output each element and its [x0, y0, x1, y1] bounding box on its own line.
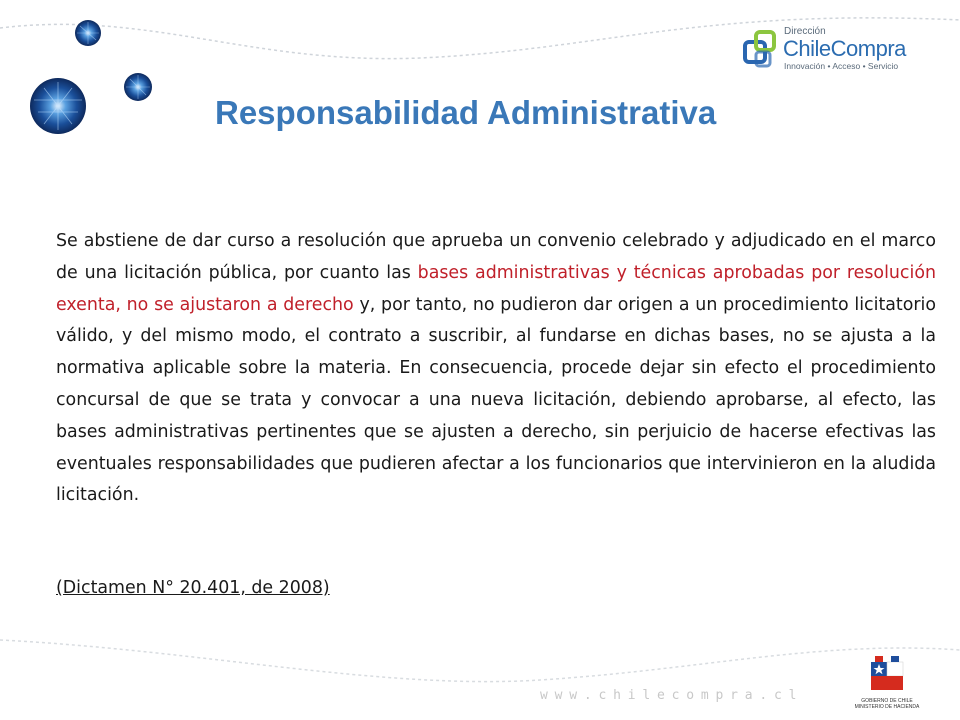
logo-name: ChileCompra — [783, 36, 906, 61]
body-text-part2: y, por tanto, no pudieron dar origen a un procedimiento licitatorio válido, y del mismo modo, el contrato a suscribir, al fundarse en dichas bases, no se ajusta a la normativa aplicable sobre la materia. En consecuencia, procede dejar sin efecto el procedimiento concursal de que se trata y convocar a una nueva licitación, debiendo aprobarse, al efecto, las bases administrativas pertinentes que se ajusten a derecho, sin perjuicio de hacerse efectivas las eventuales responsabilidades que pudieren afectar a los funcionarios que intervinieron en la aludida licitación. — [56, 294, 937, 506]
gobierno-de-chile-logo — [852, 654, 922, 718]
chilecompra-logo — [742, 26, 922, 76]
footer-url: www.chilecompra.cl — [540, 688, 804, 703]
citation-link[interactable]: (Dictamen N° 20.401, de 2008) — [56, 578, 330, 598]
tunnel-photo-large — [30, 78, 86, 134]
chile-star-emblem-icon — [869, 654, 905, 694]
chilecompra-squares-icon — [742, 28, 782, 74]
tunnel-photo-small-right — [124, 73, 152, 101]
logo-tagline: Innovación • Acceso • Servicio — [784, 61, 899, 71]
gov-line-1: GOBIERNO DE CHILE — [861, 698, 913, 704]
slide-title: Responsabilidad Administrativa — [215, 94, 717, 131]
tunnel-photo-small-top — [75, 20, 101, 46]
body-paragraph — [56, 226, 936, 512]
logo-small-text: Dirección — [784, 26, 826, 37]
bottom-dashed-curve — [0, 640, 960, 682]
gov-line-2: MINISTERIO DE HACIENDA — [854, 704, 920, 710]
body-highlight: bases administrativas y técnicas aprobadas por resolución exenta, no se ajustaron a derecho — [56, 262, 936, 315]
body-text-part1: Se abstiene de dar curso a resolución que aprueba un convenio celebrado y adjudicado en el marco de una licitación pública, por cuanto las — [56, 231, 936, 283]
gov-text — [852, 698, 922, 710]
